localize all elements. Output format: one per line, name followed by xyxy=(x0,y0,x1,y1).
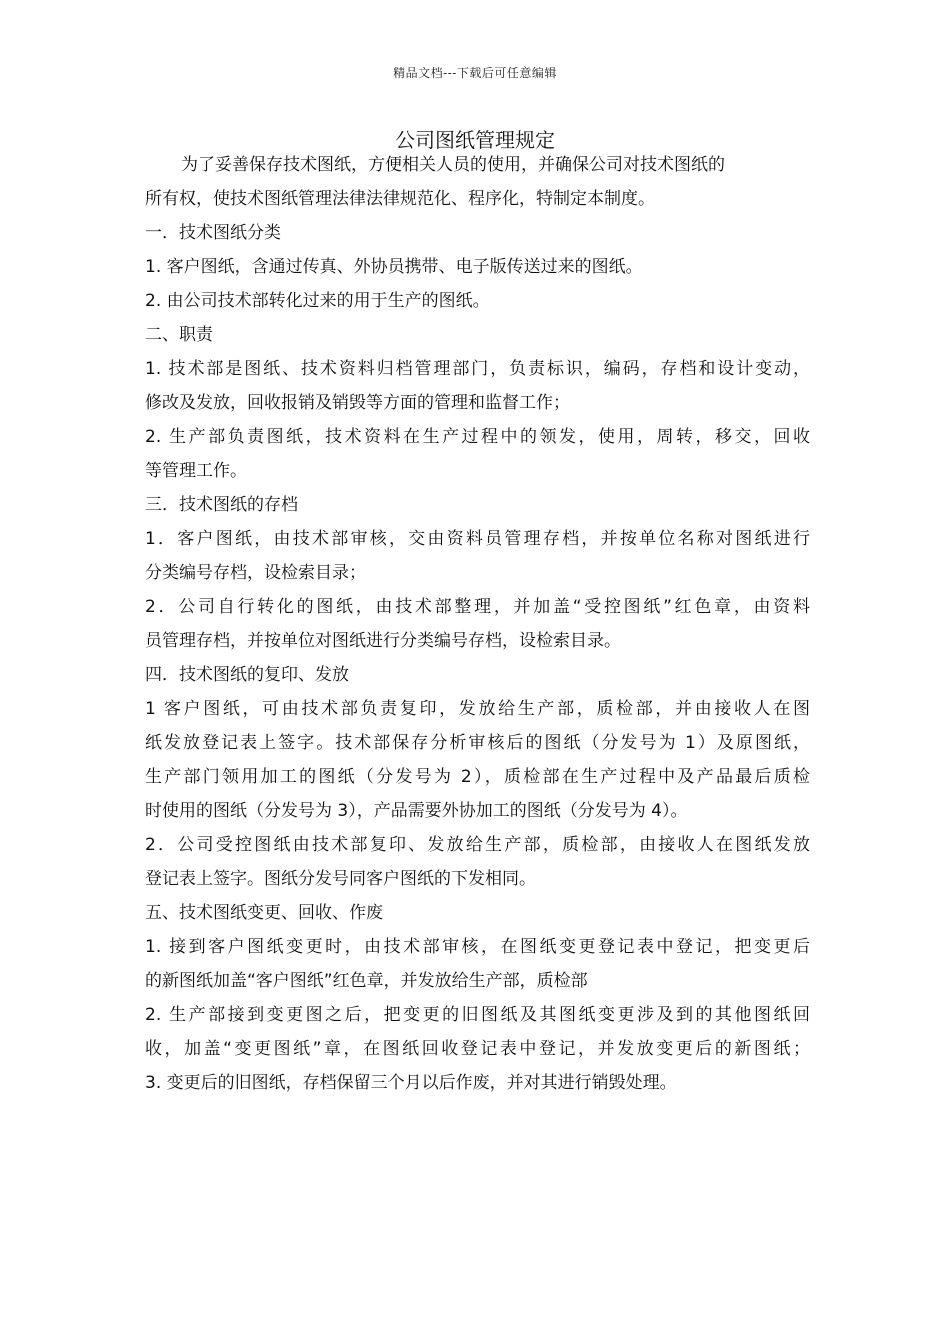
paragraph-line: 2. 生产部接到变更图之后，把变更的旧图纸及其图纸变更涉及到的其他图纸回 xyxy=(145,1005,810,1025)
paragraph-line: 纸发放登记表上签字。技术部保存分析审核后的图纸（分发号为 1）及原图纸， xyxy=(145,733,810,753)
paragraph-line: 1 客户图纸，可由技术部负责复印，发放给生产部，质检部，并由接收人在图 xyxy=(145,699,810,719)
section-heading: 三．技术图纸的存档 xyxy=(145,495,298,515)
paragraph-line: 1. 技术部是图纸、技术资料归档管理部门，负责标识，编码，存档和设计变动， xyxy=(145,359,810,379)
page-header: 精品文档---下载后可任意编辑 xyxy=(393,66,557,80)
paragraph-line: 等管理工作。 xyxy=(145,461,247,481)
paragraph-line: 所有权，使技术图纸管理法律法律规范化、程序化，特制定本制度。 xyxy=(145,189,655,209)
paragraph-line: 1．客户图纸，由技术部审核，交由资料员管理存档，并按单位名称对图纸进行 xyxy=(145,529,810,549)
section-heading: 四．技术图纸的复印、发放 xyxy=(145,665,349,685)
paragraph-line: 登记表上签字。图纸分发号同客户图纸的下发相同。 xyxy=(145,869,536,889)
paragraph-line: 1. 客户图纸，含通过传真、外协员携带、电子版传送过来的图纸。 xyxy=(145,257,643,277)
section-heading: 一．技术图纸分类 xyxy=(145,223,281,243)
section-heading: 五、技术图纸变更、回收、作废 xyxy=(145,903,383,923)
paragraph-line: 2．公司受控图纸由技术部复印、发放给生产部，质检部，由接收人在图纸发放 xyxy=(145,835,810,855)
document-body xyxy=(145,148,810,1100)
section-heading: 二、职责 xyxy=(145,325,213,345)
paragraph-line: 生产部门领用加工的图纸（分发号为 2），质检部在生产过程中及产品最后质检 xyxy=(145,767,810,787)
paragraph-line: 为了妥善保存技术图纸，方便相关人员的使用，并确保公司对技术图纸的 xyxy=(181,155,725,175)
paragraph-line: 2．公司自行转化的图纸，由技术部整理，并加盖“受控图纸”红色章，由资料 xyxy=(145,597,810,617)
paragraph-line: 收，加盖“变更图纸”章，在图纸回收登记表中登记，并发放变更后的新图纸； xyxy=(145,1039,810,1059)
paragraph-line: 1. 接到客户图纸变更时，由技术部审核，在图纸变更登记表中登记，把变更后 xyxy=(145,937,810,957)
paragraph-line: 3. 变更后的旧图纸，存档保留三个月以后作废，并对其进行销毁处理。 xyxy=(145,1073,677,1093)
paragraph-line: 修改及发放，回收报销及销毁等方面的管理和监督工作； xyxy=(145,393,570,413)
paragraph-line: 2. 生产部负责图纸，技术资料在生产过程中的领发，使用，周转，移交，回收 xyxy=(145,427,810,447)
paragraph-line: 时使用的图纸（分发号为 3），产品需要外协加工的图纸（分发号为 4）。 xyxy=(145,801,688,821)
paragraph-line: 2. 由公司技术部转化过来的用于生产的图纸。 xyxy=(145,291,490,311)
paragraph-line: 分类编号存档，设检索目录； xyxy=(145,563,366,583)
paragraph-line: 员管理存档，并按单位对图纸进行分类编号存档，设检索目录。 xyxy=(145,631,621,651)
document-title: 公司图纸管理规定 xyxy=(395,128,555,152)
paragraph-line: 的新图纸加盖“客户图纸”红色章，并发放给生产部，质检部 xyxy=(145,971,588,991)
